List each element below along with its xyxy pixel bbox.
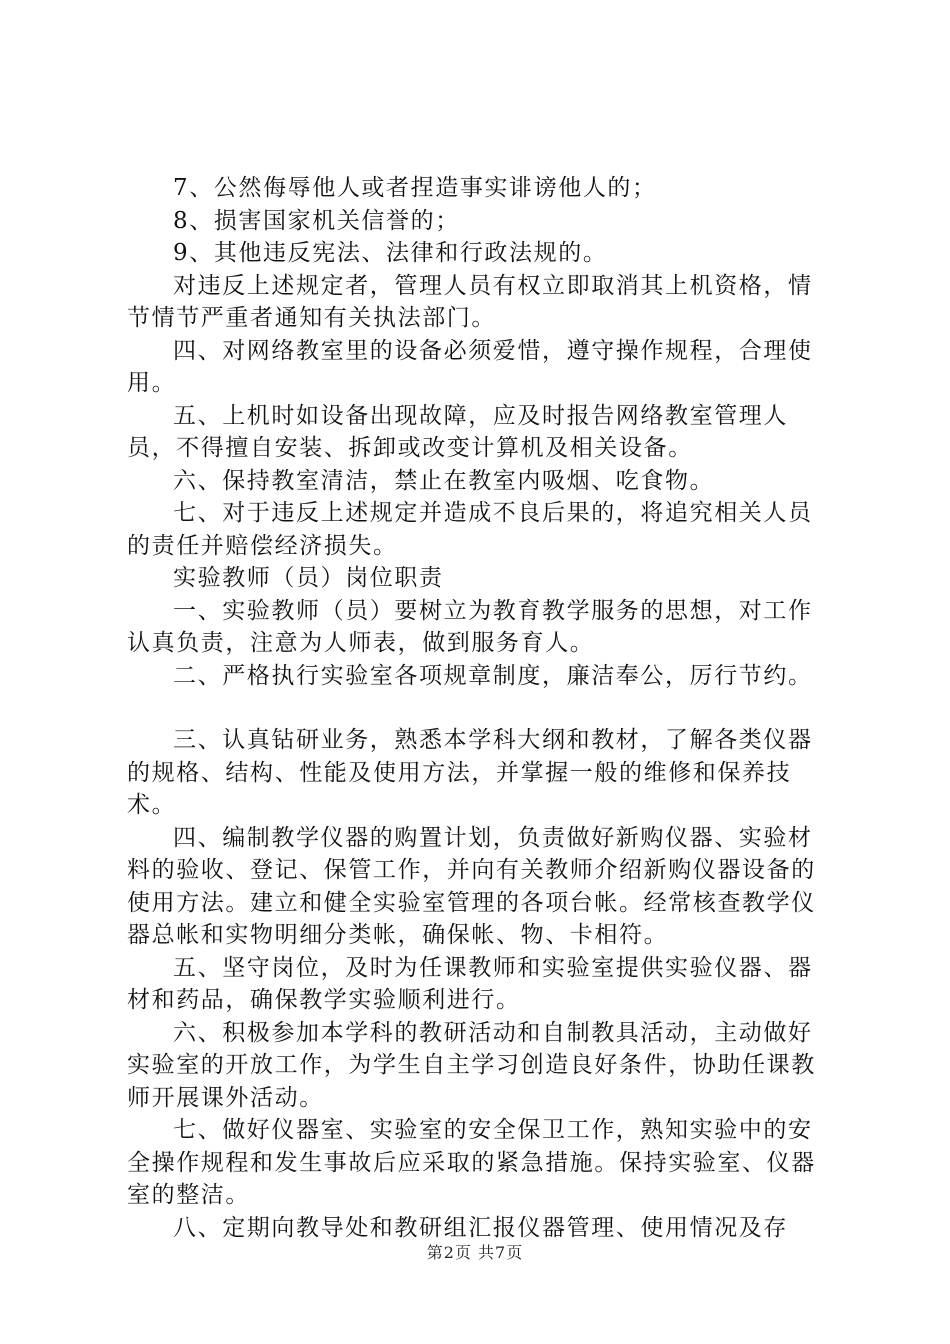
paragraph-item-7: 7、公然侮辱他人或者捏造事实诽谤他人的；: [173, 175, 657, 201]
page-indicator: 第2页 共7页: [426, 1243, 524, 1262]
paragraph-duty-1: 一、实验教师（员）要树立为教育教学服务的思想，对工作认真负责，注意为人师表，做到服务育人。: [127, 597, 813, 656]
paragraph-item-8: 8、损害国家机关信誉的；: [173, 207, 460, 234]
paragraph-violation-notice: 对违反上述规定者，管理人员有权立即取消其上机资格，情节情节严重者通知有关执法部门。: [127, 272, 813, 331]
paragraph-duty-4: 四、编制教学仪器的购置计划，负责做好新购仪器、实验材料的验收、登记、保管工作，并向有关教师介绍新购仪器设备的使用方法。建立和健全实验室管理的各项台帐。经常核查教学仪器总帐和实物明细分类帐，确保帐、物、卡相符。: [127, 824, 816, 948]
paragraph-rule-4: 四、对网络教室里的设备必须爱惜，遵守操作规程，合理使用。: [127, 337, 813, 396]
paragraph-rule-7: 七、对于违反上述规定并造成不良后果的，将追究相关人员的责任并赔偿经济损失。: [127, 500, 813, 559]
page-footer: [0, 1240, 950, 1263]
paragraph-item-9: 9、其他违反宪法、法律和行政法规的。: [173, 240, 608, 266]
section-heading: 实验教师（员）岗位职责: [173, 565, 444, 591]
paragraph-duty-2: 二、严格执行实验室各项规章制度，廉洁奉公，厉行节约。: [173, 662, 813, 689]
paragraph-rule-6: 六、保持教室清洁，禁止在教室内吸烟、吃食物。: [173, 467, 715, 494]
paragraph-duty-5: 五、坚守岗位，及时为任课教师和实验室提供实验仪器、器材和药品，确保教学实验顺利进行。: [127, 954, 813, 1013]
paragraph-duty-6: 六、积极参加本学科的教研活动和自制教具活动，主动做好实验室的开放工作，为学生自主学习创造良好条件，协助任课教师开展课外活动。: [127, 1019, 816, 1111]
paragraph-duty-7: 七、做好仪器室、实验室的安全保卫工作，熟知实验中的安全操作规程和发生事故后应采取的紧急措施。保持实验室、仪器室的整洁。: [127, 1117, 816, 1208]
document-body: [127, 172, 837, 1244]
paragraph-duty-8: 八、定期向教导处和教研组汇报仪器管理、使用情况及存: [173, 1214, 788, 1241]
paragraph-duty-3: 三、认真钻研业务，熟悉本学科大纲和教材，了解各类仪器的规格、结构、性能及使用方法，并掌握一般的维修和保养技术。: [127, 727, 813, 818]
paragraph-rule-5: 五、上机时如设备出现故障，应及时报告网络教室管理人员，不得擅自安装、拆卸或改变计算机及相关设备。: [127, 402, 788, 461]
